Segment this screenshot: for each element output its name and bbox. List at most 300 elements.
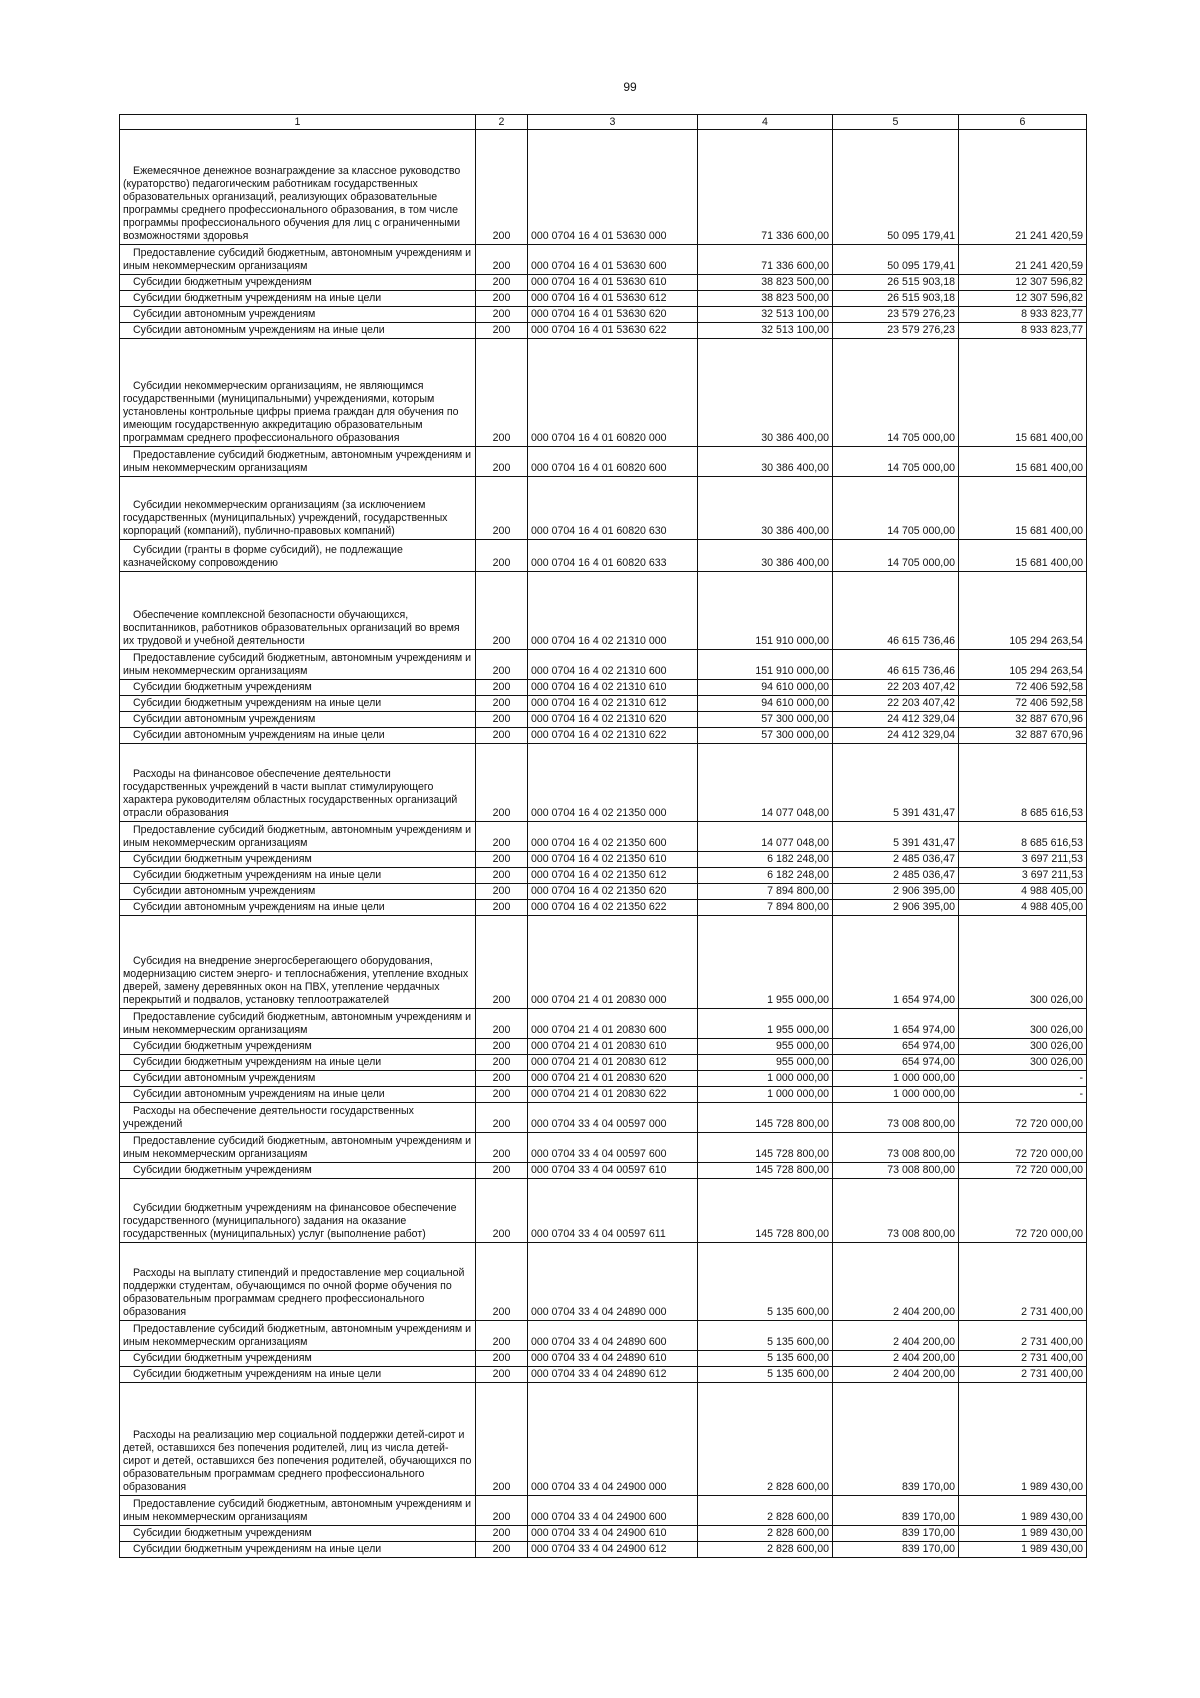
row-admin-code: 200 xyxy=(476,323,528,339)
table-row xyxy=(120,1103,1087,1133)
row-admin-code: 200 xyxy=(476,275,528,291)
row-budget-code: 000 0704 33 4 04 00597 610 xyxy=(528,1163,698,1179)
row-budget-code: 000 0704 33 4 04 24890 610 xyxy=(528,1351,698,1367)
row-name xyxy=(120,1243,476,1321)
row-admin-code: 200 xyxy=(476,650,528,680)
row-remainder-amount: - xyxy=(959,1071,1087,1087)
row-budget-code: 000 0704 33 4 04 24890 612 xyxy=(528,1367,698,1383)
table-row xyxy=(120,1367,1087,1383)
row-admin-code: 200 xyxy=(476,1039,528,1055)
row-remainder-amount: 72 720 000,00 xyxy=(959,1179,1087,1243)
row-approved-amount: 71 336 600,00 xyxy=(698,245,833,275)
row-executed-amount: 23 579 276,23 xyxy=(833,323,959,339)
row-budget-code: 000 0704 16 4 02 21310 622 xyxy=(528,728,698,744)
row-name-text: Субсидии бюджетным учреждениям на иные цели xyxy=(133,1543,382,1556)
row-executed-amount: 1 654 974,00 xyxy=(833,1009,959,1039)
row-executed-amount: 46 615 736,46 xyxy=(833,572,959,650)
row-budget-code: 000 0704 21 4 01 20830 600 xyxy=(528,1009,698,1039)
row-admin-code: 200 xyxy=(476,916,528,1009)
row-budget-code: 000 0704 16 4 02 21350 620 xyxy=(528,884,698,900)
row-admin-code: 200 xyxy=(476,868,528,884)
table-row xyxy=(120,1243,1087,1321)
row-approved-amount: 71 336 600,00 xyxy=(698,130,833,245)
row-approved-amount: 1 000 000,00 xyxy=(698,1087,833,1103)
row-remainder-amount: 8 685 616,53 xyxy=(959,744,1087,822)
row-name-text: Субсидии бюджетным учреждениям xyxy=(133,1040,312,1053)
row-executed-amount: 24 412 329,04 xyxy=(833,712,959,728)
row-admin-code: 200 xyxy=(476,1009,528,1039)
row-approved-amount: 57 300 000,00 xyxy=(698,728,833,744)
row-approved-amount: 30 386 400,00 xyxy=(698,477,833,540)
row-budget-code: 000 0704 16 4 02 21350 610 xyxy=(528,852,698,868)
row-approved-amount: 32 513 100,00 xyxy=(698,323,833,339)
row-name xyxy=(120,1351,476,1367)
row-executed-amount: 2 404 200,00 xyxy=(833,1321,959,1351)
row-budget-code: 000 0704 33 4 04 24890 000 xyxy=(528,1243,698,1321)
row-budget-code: 000 0704 33 4 04 00597 000 xyxy=(528,1103,698,1133)
table-row xyxy=(120,540,1087,572)
row-executed-amount: 2 404 200,00 xyxy=(833,1351,959,1367)
row-name xyxy=(120,1009,476,1039)
row-name xyxy=(120,868,476,884)
row-remainder-amount: 105 294 263,54 xyxy=(959,650,1087,680)
row-approved-amount: 145 728 800,00 xyxy=(698,1103,833,1133)
row-name-text: Предоставление субсидий бюджетным, автономным учреждениям и иным некоммерческим организациям xyxy=(123,247,472,273)
column-header: 4 xyxy=(698,115,833,130)
row-approved-amount: 38 823 500,00 xyxy=(698,275,833,291)
row-name xyxy=(120,744,476,822)
row-remainder-amount: 15 681 400,00 xyxy=(959,447,1087,477)
header-row xyxy=(120,115,1087,130)
row-remainder-amount: - xyxy=(959,1087,1087,1103)
column-header: 6 xyxy=(959,115,1087,130)
row-admin-code: 200 xyxy=(476,1133,528,1163)
row-name xyxy=(120,245,476,275)
row-executed-amount: 22 203 407,42 xyxy=(833,680,959,696)
row-approved-amount: 94 610 000,00 xyxy=(698,680,833,696)
row-remainder-amount: 1 989 430,00 xyxy=(959,1526,1087,1542)
row-budget-code: 000 0704 16 4 01 53630 600 xyxy=(528,245,698,275)
row-name-text: Субсидии бюджетным учреждениям xyxy=(133,681,312,694)
row-approved-amount: 5 135 600,00 xyxy=(698,1321,833,1351)
row-name xyxy=(120,712,476,728)
row-name-text: Предоставление субсидий бюджетным, автономным учреждениям и иным некоммерческим организациям xyxy=(123,1011,472,1037)
table-row xyxy=(120,1383,1087,1496)
row-remainder-amount: 21 241 420,59 xyxy=(959,130,1087,245)
row-executed-amount: 50 095 179,41 xyxy=(833,245,959,275)
row-budget-code: 000 0704 21 4 01 20830 000 xyxy=(528,916,698,1009)
row-approved-amount: 1 955 000,00 xyxy=(698,916,833,1009)
row-name xyxy=(120,130,476,245)
table-row xyxy=(120,1133,1087,1163)
row-executed-amount: 14 705 000,00 xyxy=(833,339,959,447)
row-admin-code: 200 xyxy=(476,572,528,650)
row-name-text: Субсидии бюджетным учреждениям xyxy=(133,1164,312,1177)
table-row xyxy=(120,1039,1087,1055)
row-executed-amount: 73 008 800,00 xyxy=(833,1163,959,1179)
row-budget-code: 000 0704 16 4 02 21310 600 xyxy=(528,650,698,680)
row-executed-amount: 46 615 736,46 xyxy=(833,650,959,680)
row-name xyxy=(120,822,476,852)
table-row xyxy=(120,1179,1087,1243)
table-row xyxy=(120,130,1087,245)
row-approved-amount: 145 728 800,00 xyxy=(698,1179,833,1243)
row-remainder-amount: 2 731 400,00 xyxy=(959,1367,1087,1383)
row-admin-code: 200 xyxy=(476,884,528,900)
row-approved-amount: 30 386 400,00 xyxy=(698,339,833,447)
row-admin-code: 200 xyxy=(476,1179,528,1243)
table-row xyxy=(120,916,1087,1009)
row-name-text: Субсидии бюджетным учреждениям на иные цели xyxy=(133,1368,382,1381)
table-row xyxy=(120,1496,1087,1526)
row-approved-amount: 7 894 800,00 xyxy=(698,884,833,900)
row-budget-code: 000 0704 16 4 02 21310 000 xyxy=(528,572,698,650)
row-approved-amount: 30 386 400,00 xyxy=(698,447,833,477)
row-name xyxy=(120,1087,476,1103)
table-row xyxy=(120,696,1087,712)
row-executed-amount: 839 170,00 xyxy=(833,1383,959,1496)
table-row xyxy=(120,307,1087,323)
table-row xyxy=(120,680,1087,696)
row-name-text: Субсидии бюджетным учреждениям на финансовое обеспечение государственного (муниципального) задания на оказание государственных (муниципальных) услуг (выполнение работ) xyxy=(123,1202,457,1241)
row-executed-amount: 14 705 000,00 xyxy=(833,540,959,572)
row-budget-code: 000 0704 33 4 04 24900 610 xyxy=(528,1526,698,1542)
row-name-text: Субсидии бюджетным учреждениям xyxy=(133,853,312,866)
row-admin-code: 200 xyxy=(476,744,528,822)
row-executed-amount: 26 515 903,18 xyxy=(833,275,959,291)
row-admin-code: 200 xyxy=(476,1526,528,1542)
row-admin-code: 200 xyxy=(476,130,528,245)
row-name-text: Субсидии (гранты в форме субсидий), не подлежащие казначейскому сопровождению xyxy=(123,544,403,570)
row-name xyxy=(120,1542,476,1558)
row-admin-code: 200 xyxy=(476,1542,528,1558)
table-row xyxy=(120,728,1087,744)
row-name-text: Субсидии бюджетным учреждениям xyxy=(133,1352,312,1365)
row-name-text: Предоставление субсидий бюджетным, автономным учреждениям и иным некоммерческим организациям xyxy=(123,449,472,475)
row-remainder-amount: 12 307 596,82 xyxy=(959,291,1087,307)
row-name xyxy=(120,1133,476,1163)
row-name xyxy=(120,1179,476,1243)
row-executed-amount: 14 705 000,00 xyxy=(833,447,959,477)
row-name-text: Субсидия на внедрение энергосберегающего оборудования, модернизацию систем энерго- и теплоснабжения, утепление входных дверей, замену деревянных окон на ПВХ, утепление чердачных перекрытий и подвалов, установку теплоотражателей xyxy=(123,955,469,1007)
row-remainder-amount: 8 685 616,53 xyxy=(959,822,1087,852)
row-approved-amount: 14 077 048,00 xyxy=(698,744,833,822)
row-budget-code: 000 0704 16 4 02 21310 612 xyxy=(528,696,698,712)
row-budget-code: 000 0704 33 4 04 24900 612 xyxy=(528,1542,698,1558)
row-name-text: Субсидии бюджетным учреждениям xyxy=(133,1527,312,1540)
row-admin-code: 200 xyxy=(476,1243,528,1321)
row-name xyxy=(120,900,476,916)
row-name xyxy=(120,275,476,291)
row-name-text: Субсидии бюджетным учреждениям на иные цели xyxy=(133,1056,382,1069)
row-remainder-amount: 15 681 400,00 xyxy=(959,477,1087,540)
row-executed-amount: 839 170,00 xyxy=(833,1542,959,1558)
row-remainder-amount: 32 887 670,96 xyxy=(959,728,1087,744)
row-name-text: Предоставление субсидий бюджетным, автономным учреждениям и иным некоммерческим организациям xyxy=(123,824,472,850)
row-admin-code: 200 xyxy=(476,477,528,540)
row-remainder-amount: 12 307 596,82 xyxy=(959,275,1087,291)
row-executed-amount: 654 974,00 xyxy=(833,1039,959,1055)
row-remainder-amount: 2 731 400,00 xyxy=(959,1321,1087,1351)
row-executed-amount: 23 579 276,23 xyxy=(833,307,959,323)
table-row xyxy=(120,650,1087,680)
row-name xyxy=(120,540,476,572)
column-header: 1 xyxy=(120,115,476,130)
row-budget-code: 000 0704 16 4 01 60820 633 xyxy=(528,540,698,572)
row-remainder-amount: 72 720 000,00 xyxy=(959,1163,1087,1179)
table-row xyxy=(120,1351,1087,1367)
row-remainder-amount: 8 933 823,77 xyxy=(959,323,1087,339)
row-approved-amount: 7 894 800,00 xyxy=(698,900,833,916)
row-admin-code: 200 xyxy=(476,1163,528,1179)
row-executed-amount: 2 906 395,00 xyxy=(833,884,959,900)
row-budget-code: 000 0704 21 4 01 20830 610 xyxy=(528,1039,698,1055)
row-name xyxy=(120,1071,476,1087)
row-name-text: Расходы на финансовое обеспечение деятельности государственных учреждений в части выплат стимулирующего характера руководителям областных государственных организаций отрасли образования xyxy=(123,768,458,820)
row-admin-code: 200 xyxy=(476,307,528,323)
table-row xyxy=(120,868,1087,884)
row-remainder-amount: 1 989 430,00 xyxy=(959,1383,1087,1496)
row-executed-amount: 2 404 200,00 xyxy=(833,1243,959,1321)
row-budget-code: 000 0704 33 4 04 24900 600 xyxy=(528,1496,698,1526)
row-approved-amount: 145 728 800,00 xyxy=(698,1163,833,1179)
row-executed-amount: 2 485 036,47 xyxy=(833,852,959,868)
row-admin-code: 200 xyxy=(476,822,528,852)
table-row xyxy=(120,900,1087,916)
row-name-text: Предоставление субсидий бюджетным, автономным учреждениям и иным некоммерческим организациям xyxy=(123,1135,472,1161)
row-approved-amount: 6 182 248,00 xyxy=(698,868,833,884)
row-admin-code: 200 xyxy=(476,540,528,572)
table-row xyxy=(120,572,1087,650)
row-executed-amount: 2 485 036,47 xyxy=(833,868,959,884)
row-executed-amount: 5 391 431,47 xyxy=(833,744,959,822)
row-budget-code: 000 0704 16 4 02 21350 600 xyxy=(528,822,698,852)
row-budget-code: 000 0704 21 4 01 20830 622 xyxy=(528,1087,698,1103)
row-budget-code: 000 0704 33 4 04 24900 000 xyxy=(528,1383,698,1496)
row-executed-amount: 26 515 903,18 xyxy=(833,291,959,307)
row-executed-amount: 22 203 407,42 xyxy=(833,696,959,712)
table-row xyxy=(120,1526,1087,1542)
row-approved-amount: 30 386 400,00 xyxy=(698,540,833,572)
row-name xyxy=(120,447,476,477)
row-approved-amount: 955 000,00 xyxy=(698,1039,833,1055)
row-admin-code: 200 xyxy=(476,712,528,728)
row-name xyxy=(120,477,476,540)
row-name xyxy=(120,1039,476,1055)
row-approved-amount: 5 135 600,00 xyxy=(698,1351,833,1367)
table-row xyxy=(120,477,1087,540)
row-budget-code: 000 0704 33 4 04 00597 611 xyxy=(528,1179,698,1243)
row-remainder-amount: 1 989 430,00 xyxy=(959,1496,1087,1526)
row-approved-amount: 2 828 600,00 xyxy=(698,1496,833,1526)
table-row xyxy=(120,1321,1087,1351)
row-name-text: Субсидии автономным учреждениям xyxy=(133,1072,316,1085)
row-name xyxy=(120,728,476,744)
row-name xyxy=(120,1163,476,1179)
row-approved-amount: 14 077 048,00 xyxy=(698,822,833,852)
row-budget-code: 000 0704 16 4 02 21310 620 xyxy=(528,712,698,728)
row-name-text: Расходы на обеспечение деятельности государственных учреждений xyxy=(123,1105,414,1131)
table-row xyxy=(120,245,1087,275)
row-name-text: Обеспечение комплексной безопасности обучающихся, воспитанников, работников образовательных организаций во время их трудовой и учебной деятельности xyxy=(123,609,460,648)
row-budget-code: 000 0704 16 4 01 53630 612 xyxy=(528,291,698,307)
table-row xyxy=(120,852,1087,868)
row-budget-code: 000 0704 16 4 01 53630 000 xyxy=(528,130,698,245)
row-name-text: Предоставление субсидий бюджетным, автономным учреждениям и иным некоммерческим организациям xyxy=(123,1323,472,1349)
row-approved-amount: 5 135 600,00 xyxy=(698,1367,833,1383)
page-number: 99 xyxy=(623,80,637,94)
row-remainder-amount: 300 026,00 xyxy=(959,1055,1087,1071)
table-row xyxy=(120,339,1087,447)
row-name xyxy=(120,916,476,1009)
table-row xyxy=(120,1071,1087,1087)
row-executed-amount: 5 391 431,47 xyxy=(833,822,959,852)
row-budget-code: 000 0704 16 4 02 21350 612 xyxy=(528,868,698,884)
row-admin-code: 200 xyxy=(476,1103,528,1133)
row-admin-code: 200 xyxy=(476,1071,528,1087)
row-budget-code: 000 0704 21 4 01 20830 620 xyxy=(528,1071,698,1087)
row-approved-amount: 2 828 600,00 xyxy=(698,1542,833,1558)
row-admin-code: 200 xyxy=(476,1351,528,1367)
row-name-text: Предоставление субсидий бюджетным, автономным учреждениям и иным некоммерческим организациям xyxy=(123,652,472,678)
row-budget-code: 000 0704 33 4 04 24890 600 xyxy=(528,1321,698,1351)
row-name-text: Субсидии автономным учреждениям xyxy=(133,713,316,726)
row-approved-amount: 145 728 800,00 xyxy=(698,1133,833,1163)
row-remainder-amount: 15 681 400,00 xyxy=(959,540,1087,572)
row-admin-code: 200 xyxy=(476,1383,528,1496)
row-budget-code: 000 0704 16 4 01 60820 630 xyxy=(528,477,698,540)
row-name xyxy=(120,1526,476,1542)
row-name xyxy=(120,1103,476,1133)
column-header: 2 xyxy=(476,115,528,130)
row-name-text: Субсидии бюджетным учреждениям на иные цели xyxy=(133,292,382,305)
row-name-text: Предоставление субсидий бюджетным, автономным учреждениям и иным некоммерческим организациям xyxy=(123,1498,472,1524)
table-row xyxy=(120,1163,1087,1179)
row-remainder-amount: 2 731 400,00 xyxy=(959,1351,1087,1367)
row-executed-amount: 1 000 000,00 xyxy=(833,1071,959,1087)
row-remainder-amount: 1 989 430,00 xyxy=(959,1542,1087,1558)
row-admin-code: 200 xyxy=(476,1496,528,1526)
row-name xyxy=(120,291,476,307)
row-executed-amount: 24 412 329,04 xyxy=(833,728,959,744)
row-admin-code: 200 xyxy=(476,245,528,275)
row-admin-code: 200 xyxy=(476,1367,528,1383)
row-approved-amount: 6 182 248,00 xyxy=(698,852,833,868)
row-executed-amount: 839 170,00 xyxy=(833,1526,959,1542)
row-admin-code: 200 xyxy=(476,1321,528,1351)
row-remainder-amount: 32 887 670,96 xyxy=(959,712,1087,728)
row-admin-code: 200 xyxy=(476,1055,528,1071)
row-approved-amount: 2 828 600,00 xyxy=(698,1383,833,1496)
row-name-text: Субсидии бюджетным учреждениям на иные цели xyxy=(133,697,382,710)
row-name xyxy=(120,1321,476,1351)
table-row xyxy=(120,275,1087,291)
row-executed-amount: 654 974,00 xyxy=(833,1055,959,1071)
row-executed-amount: 1 654 974,00 xyxy=(833,916,959,1009)
row-name-text: Ежемесячное денежное вознаграждение за классное руководство (кураторство) педагогическим работникам государственных образовательных организаций, реализующих образовательные программы среднего профессионального образования, в том числе программы профессионального обучения для лиц с ограниченными возможностями здоровья xyxy=(123,165,461,243)
table-row xyxy=(120,884,1087,900)
row-remainder-amount: 72 720 000,00 xyxy=(959,1103,1087,1133)
row-admin-code: 200 xyxy=(476,852,528,868)
row-executed-amount: 2 906 395,00 xyxy=(833,900,959,916)
row-budget-code: 000 0704 16 4 02 21310 610 xyxy=(528,680,698,696)
row-name-text: Субсидии автономным учреждениям на иные цели xyxy=(133,324,385,337)
row-approved-amount: 151 910 000,00 xyxy=(698,572,833,650)
row-name xyxy=(120,339,476,447)
row-remainder-amount: 300 026,00 xyxy=(959,1009,1087,1039)
row-budget-code: 000 0704 16 4 01 53630 620 xyxy=(528,307,698,323)
row-budget-code: 000 0704 16 4 01 60820 600 xyxy=(528,447,698,477)
row-executed-amount: 2 404 200,00 xyxy=(833,1367,959,1383)
row-approved-amount: 1 000 000,00 xyxy=(698,1071,833,1087)
row-approved-amount: 5 135 600,00 xyxy=(698,1243,833,1321)
row-approved-amount: 2 828 600,00 xyxy=(698,1526,833,1542)
table-row xyxy=(120,712,1087,728)
row-name-text: Субсидии бюджетным учреждениям на иные цели xyxy=(133,869,382,882)
row-name-text: Субсидии автономным учреждениям на иные цели xyxy=(133,901,385,914)
row-admin-code: 200 xyxy=(476,447,528,477)
row-budget-code: 000 0704 16 4 01 53630 610 xyxy=(528,275,698,291)
row-remainder-amount: 15 681 400,00 xyxy=(959,339,1087,447)
column-header: 3 xyxy=(528,115,698,130)
row-executed-amount: 839 170,00 xyxy=(833,1496,959,1526)
table-row xyxy=(120,323,1087,339)
row-name-text: Субсидии автономным учреждениям xyxy=(133,308,316,321)
row-name-text: Субсидии автономным учреждениям xyxy=(133,885,316,898)
table-row xyxy=(120,1009,1087,1039)
row-name xyxy=(120,852,476,868)
row-remainder-amount: 3 697 211,53 xyxy=(959,868,1087,884)
row-budget-code: 000 0704 16 4 02 21350 000 xyxy=(528,744,698,822)
row-remainder-amount: 300 026,00 xyxy=(959,1039,1087,1055)
row-approved-amount: 1 955 000,00 xyxy=(698,1009,833,1039)
row-name xyxy=(120,1496,476,1526)
table-row xyxy=(120,1542,1087,1558)
row-remainder-amount: 72 720 000,00 xyxy=(959,1133,1087,1163)
row-remainder-amount: 72 406 592,58 xyxy=(959,680,1087,696)
row-remainder-amount: 3 697 211,53 xyxy=(959,852,1087,868)
row-approved-amount: 32 513 100,00 xyxy=(698,307,833,323)
row-budget-code: 000 0704 21 4 01 20830 612 xyxy=(528,1055,698,1071)
row-name xyxy=(120,572,476,650)
row-name xyxy=(120,1383,476,1496)
row-remainder-amount: 21 241 420,59 xyxy=(959,245,1087,275)
row-admin-code: 200 xyxy=(476,696,528,712)
row-name xyxy=(120,696,476,712)
row-approved-amount: 94 610 000,00 xyxy=(698,696,833,712)
table-row xyxy=(120,291,1087,307)
row-admin-code: 200 xyxy=(476,1087,528,1103)
row-approved-amount: 151 910 000,00 xyxy=(698,650,833,680)
row-name-text: Субсидии некоммерческим организациям, не являющимся государственными (муниципальными) учреждениями, которым установлены контрольные цифры приема граждан для обучения по имеющим государственную аккредитацию образовательным программам среднего профессионального образования xyxy=(123,380,459,445)
column-header: 5 xyxy=(833,115,959,130)
budget-table xyxy=(119,114,1087,1558)
row-budget-code: 000 0704 16 4 01 53630 622 xyxy=(528,323,698,339)
row-admin-code: 200 xyxy=(476,680,528,696)
row-approved-amount: 38 823 500,00 xyxy=(698,291,833,307)
row-name-text: Субсидии автономным учреждениям на иные цели xyxy=(133,729,385,742)
row-executed-amount: 73 008 800,00 xyxy=(833,1103,959,1133)
table-row xyxy=(120,447,1087,477)
row-remainder-amount: 4 988 405,00 xyxy=(959,900,1087,916)
table-row xyxy=(120,1055,1087,1071)
row-executed-amount: 14 705 000,00 xyxy=(833,477,959,540)
row-name xyxy=(120,1055,476,1071)
row-remainder-amount: 105 294 263,54 xyxy=(959,572,1087,650)
row-name xyxy=(120,323,476,339)
row-name-text: Субсидии некоммерческим организациям (за исключением государственных (муниципальных) учреждений, государственных корпораций (компаний), публично-правовых компаний) xyxy=(123,499,448,538)
row-executed-amount: 1 000 000,00 xyxy=(833,1087,959,1103)
